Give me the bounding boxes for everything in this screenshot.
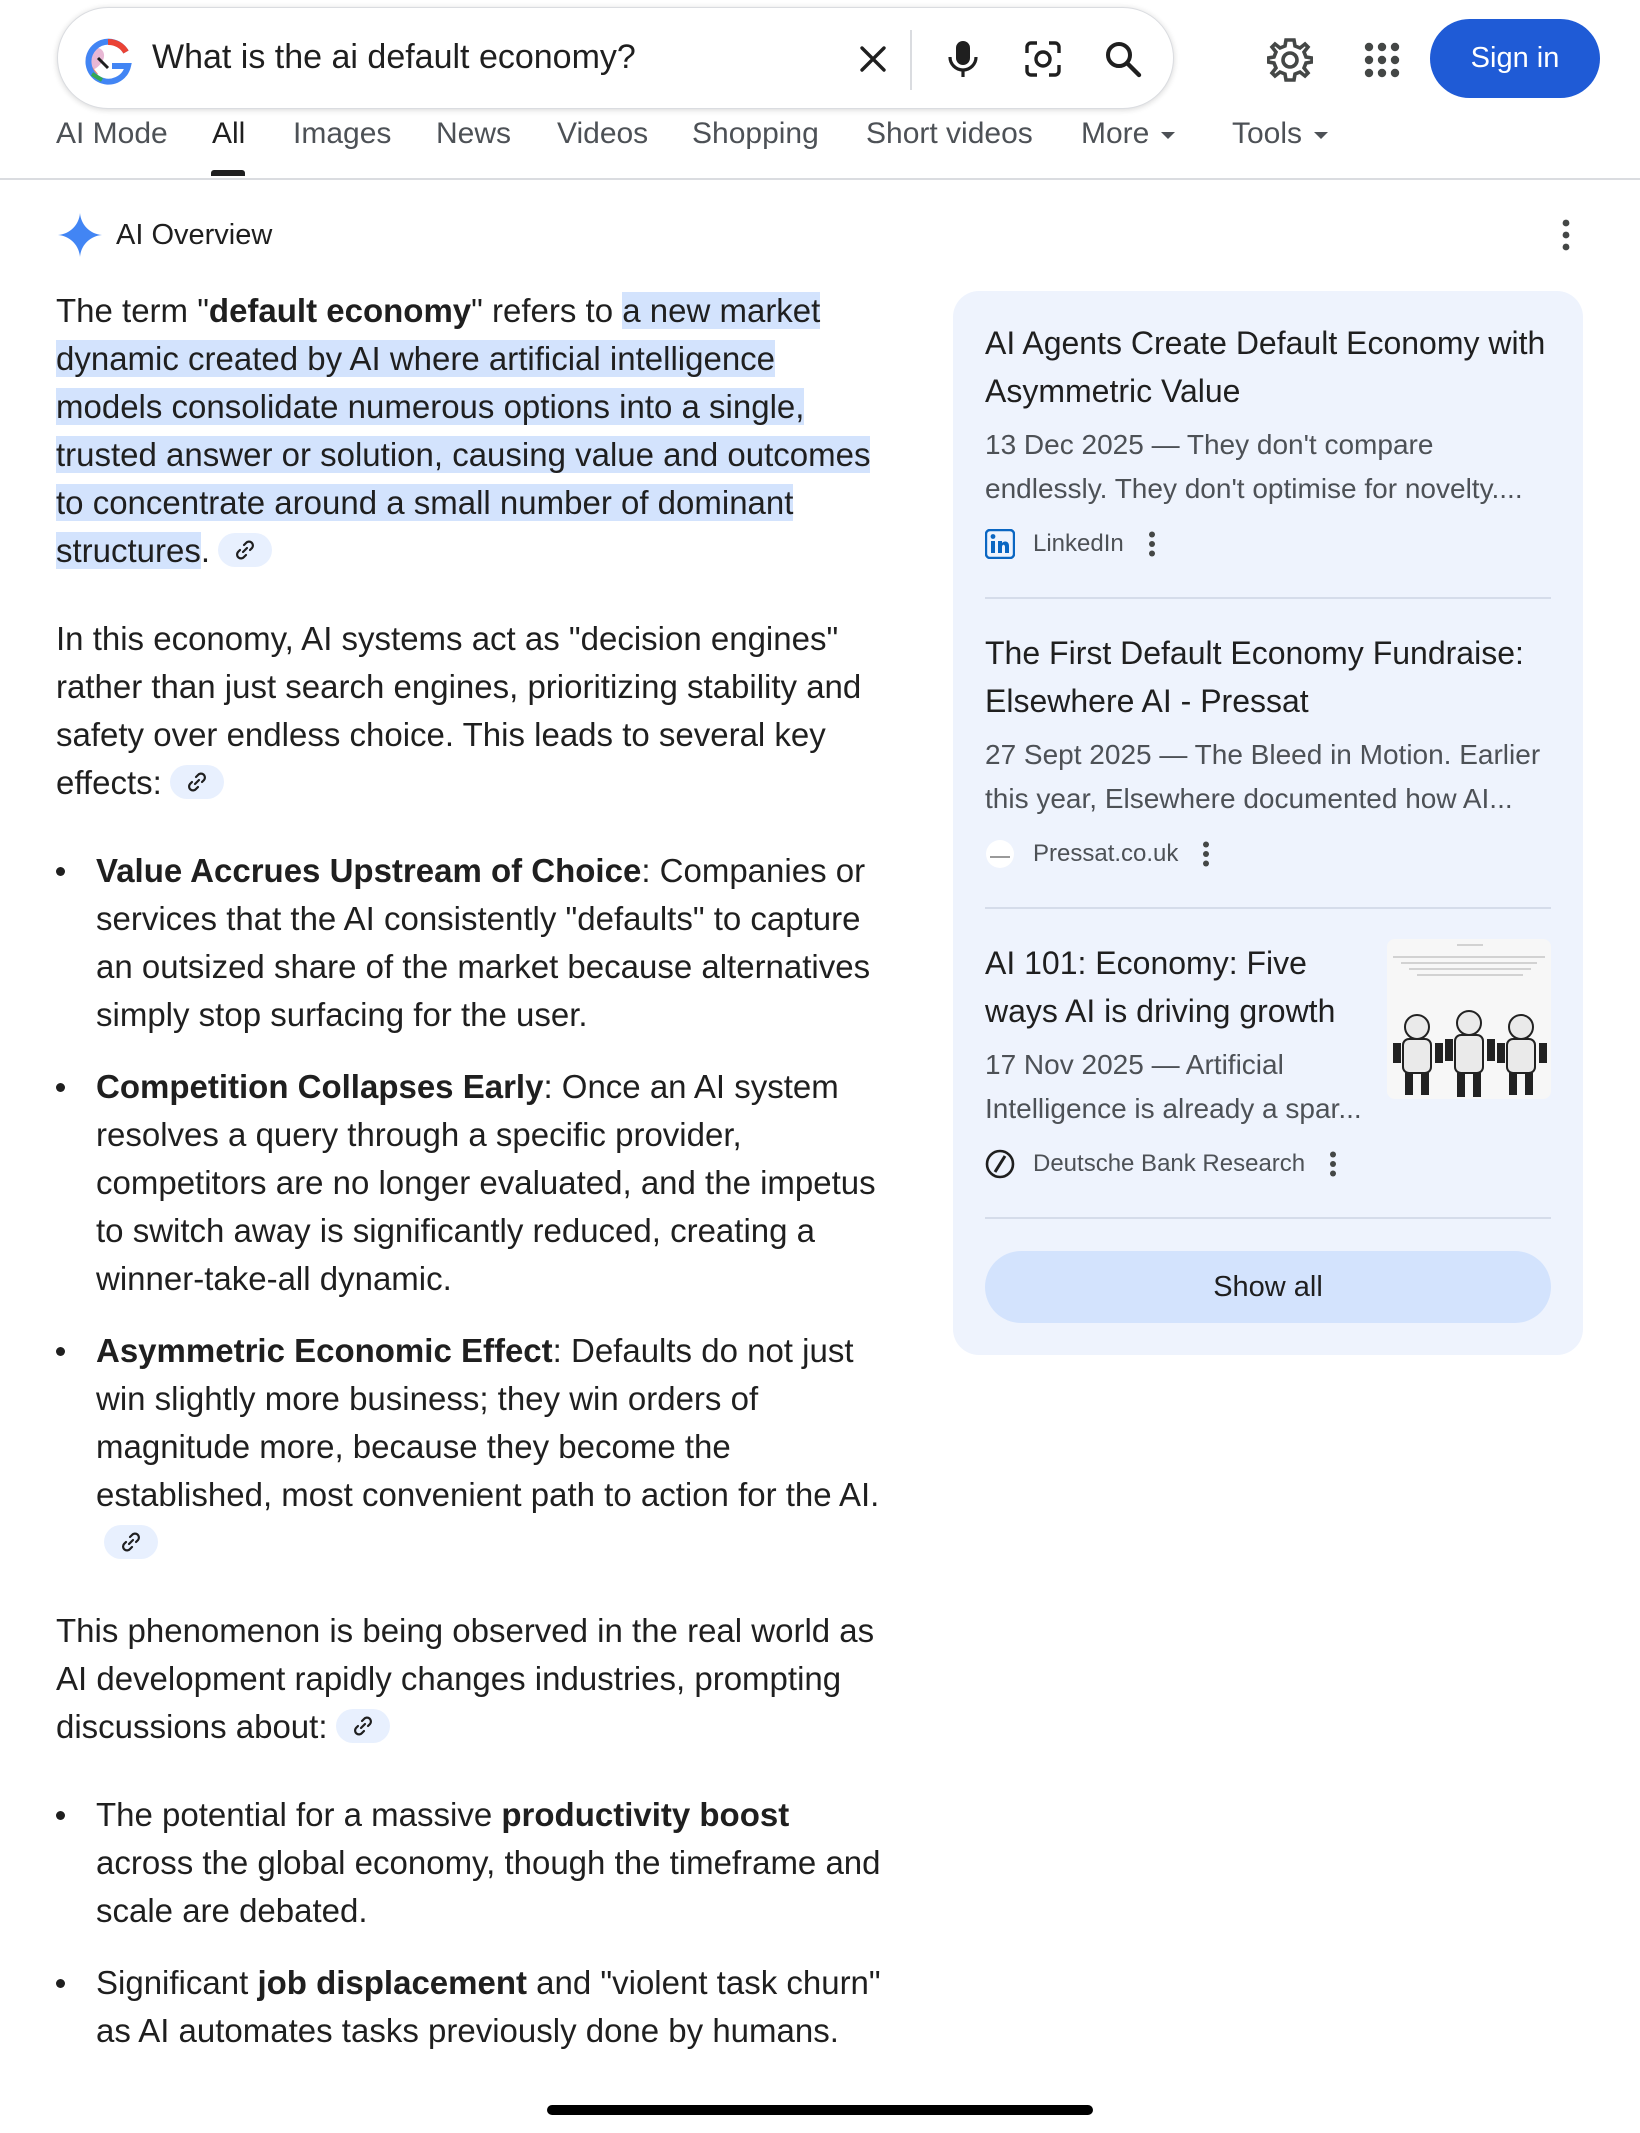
pressat-icon bbox=[985, 839, 1015, 869]
tab-short-videos[interactable]: Short videos bbox=[866, 117, 1033, 150]
source-title[interactable]: AI Agents Create Default Economy with Asymmetric Value bbox=[985, 325, 1546, 409]
effect-text: : Defaults do not just win slightly more business; they win orders of magnitude more, because they become the established, most convenient path to action for the AI. bbox=[96, 1332, 880, 1513]
intro-text: The term " bbox=[56, 292, 209, 329]
discussion-text: across the global economy, though the timeframe and scale are debated. bbox=[96, 1844, 881, 1929]
effect-text: : Once an AI system resolves a query through a specific provider, competitors are no longer evaluated, and the impetus to switch away is significantly reduced, creating a winner-take-all dynamic. bbox=[96, 1068, 876, 1297]
settings-button[interactable] bbox=[1264, 34, 1316, 86]
effects-intro-paragraph bbox=[56, 615, 886, 807]
voice-search-button[interactable] bbox=[938, 34, 988, 84]
more-options-icon[interactable] bbox=[1552, 218, 1580, 252]
source-site bbox=[985, 529, 1551, 559]
effects-list bbox=[56, 847, 886, 1567]
chevron-down-icon bbox=[1161, 132, 1175, 139]
search-input[interactable]: What is the ai default economy? bbox=[152, 38, 636, 76]
search-box[interactable] bbox=[57, 7, 1174, 109]
source-title[interactable]: AI 101: Economy: Five ways AI is driving growth bbox=[985, 945, 1336, 1029]
effect-title: Competition Collapses Early bbox=[96, 1068, 544, 1105]
gear-icon bbox=[1267, 37, 1313, 83]
source-card[interactable] bbox=[985, 939, 1551, 1179]
highlighted-definition: a new market dynamic created by AI where artificial intelligence models consolidate numerous options into a single, trusted answer or solution, causing value and outcomes to concentrate around a small number of dominant structures bbox=[56, 292, 871, 569]
effect-title: Asymmetric Economic Effect bbox=[96, 1332, 553, 1369]
divider bbox=[985, 907, 1551, 909]
citation-link-button[interactable] bbox=[170, 765, 224, 799]
list-item bbox=[56, 847, 886, 1039]
tab-images[interactable]: Images bbox=[293, 117, 392, 150]
lens-search-button[interactable] bbox=[1018, 34, 1068, 84]
active-tab-indicator bbox=[211, 170, 245, 176]
discussions-intro-paragraph bbox=[56, 1607, 886, 1751]
ai-overview-header bbox=[58, 213, 272, 257]
sign-in-button[interactable]: Sign in bbox=[1430, 19, 1600, 98]
apps-button[interactable] bbox=[1356, 34, 1408, 86]
ai-overview-title: AI Overview bbox=[116, 218, 273, 251]
divider bbox=[985, 1217, 1551, 1219]
citation-link-button[interactable] bbox=[104, 1525, 158, 1559]
google-logo-icon bbox=[78, 34, 136, 86]
source-thumbnail[interactable] bbox=[1387, 939, 1551, 1099]
chevron-down-icon bbox=[1314, 132, 1328, 139]
discussion-text: and "violent task churn" as AI automates tasks previously done by humans. bbox=[96, 1964, 881, 2049]
apps-grid-icon bbox=[1364, 42, 1400, 78]
link-icon bbox=[121, 1532, 141, 1552]
source-card[interactable] bbox=[985, 629, 1551, 869]
discussions-intro-text: This phenomenon is being observed in the real world as AI development rapidly changes industries, prompting discussions about: bbox=[56, 1612, 875, 1745]
tab-videos[interactable]: Videos bbox=[557, 117, 649, 150]
deutsche-bank-icon bbox=[985, 1149, 1015, 1179]
tab-ai-mode[interactable]: AI Mode bbox=[56, 117, 168, 150]
search-button[interactable] bbox=[1098, 34, 1148, 84]
source-site-name: Deutsche Bank Research bbox=[1033, 1150, 1306, 1177]
tab-more-label: More bbox=[1081, 117, 1150, 150]
effect-text: : Companies or services that the AI consistently "defaults" to capture an outsized share of the market because alternatives simply stop surfacing for the user. bbox=[96, 852, 871, 1033]
link-icon bbox=[235, 540, 255, 560]
discussion-term: job displacement bbox=[257, 1964, 527, 2001]
tab-all[interactable]: All bbox=[212, 117, 246, 150]
citation-link-button[interactable] bbox=[218, 533, 272, 567]
source-site-name: Pressat.co.uk bbox=[1033, 840, 1179, 867]
robots-image bbox=[1387, 939, 1551, 1099]
tab-tools[interactable] bbox=[1232, 116, 1328, 152]
list-item bbox=[56, 1791, 886, 1935]
source-snippet: 17 Nov 2025 — Artificial Intelligence is already a spar... bbox=[985, 1049, 1362, 1124]
discussion-text: The potential for a massive bbox=[96, 1796, 502, 1833]
tab-shopping[interactable]: Shopping bbox=[692, 117, 819, 150]
source-site bbox=[985, 1149, 1551, 1179]
effect-title: Value Accrues Upstream of Choice bbox=[96, 852, 642, 889]
clear-search-button[interactable] bbox=[848, 34, 898, 84]
discussion-text: Significant bbox=[96, 1964, 258, 2001]
link-icon bbox=[187, 772, 207, 792]
linkedin-icon bbox=[985, 529, 1015, 559]
show-all-button[interactable]: Show all bbox=[985, 1251, 1551, 1323]
sparkle-icon bbox=[58, 213, 102, 257]
intro-text-mid: " refers to bbox=[471, 292, 623, 329]
microphone-icon bbox=[946, 39, 980, 79]
source-card[interactable] bbox=[985, 319, 1551, 559]
discussion-term: productivity boost bbox=[501, 1796, 790, 1833]
source-site bbox=[985, 839, 1551, 869]
tab-news[interactable]: News bbox=[436, 117, 512, 150]
more-options-icon[interactable] bbox=[1148, 531, 1156, 557]
source-snippet: 13 Dec 2025 — They don't compare endlessly. They don't optimise for novelty.... bbox=[985, 429, 1523, 504]
search-tabs bbox=[0, 110, 1640, 180]
sources-panel bbox=[953, 291, 1583, 1355]
search-divider bbox=[910, 30, 912, 90]
effects-intro-text: In this economy, AI systems act as "decision engines" rather than just search engines, prioritizing stability and safety over endless choice. This leads to several key effects: bbox=[56, 620, 862, 801]
tab-more[interactable] bbox=[1081, 116, 1175, 152]
list-item bbox=[56, 1327, 886, 1567]
intro-text-end: . bbox=[200, 532, 211, 569]
camera-lens-icon bbox=[1023, 39, 1063, 79]
search-icon bbox=[1103, 39, 1143, 79]
source-snippet: 27 Sept 2025 — The Bleed in Motion. Earlier this year, Elsewhere documented how AI... bbox=[985, 739, 1541, 814]
citation-link-button[interactable] bbox=[336, 1709, 390, 1743]
link-icon bbox=[353, 1716, 373, 1736]
tab-tools-label: Tools bbox=[1232, 117, 1303, 150]
source-title[interactable]: The First Default Economy Fundraise: Elsewhere AI - Pressat bbox=[985, 635, 1524, 719]
home-indicator[interactable] bbox=[547, 2105, 1093, 2115]
more-options-icon[interactable] bbox=[1202, 841, 1210, 867]
source-site-name: LinkedIn bbox=[1033, 530, 1124, 557]
list-item bbox=[56, 1959, 886, 2055]
intro-paragraph bbox=[56, 287, 886, 575]
intro-term: default economy bbox=[208, 292, 472, 329]
divider bbox=[985, 597, 1551, 599]
close-icon bbox=[856, 42, 890, 76]
discussions-list bbox=[56, 1791, 886, 2055]
more-options-icon[interactable] bbox=[1329, 1151, 1337, 1177]
ai-overview-body bbox=[56, 287, 886, 2095]
list-item bbox=[56, 1063, 886, 1303]
